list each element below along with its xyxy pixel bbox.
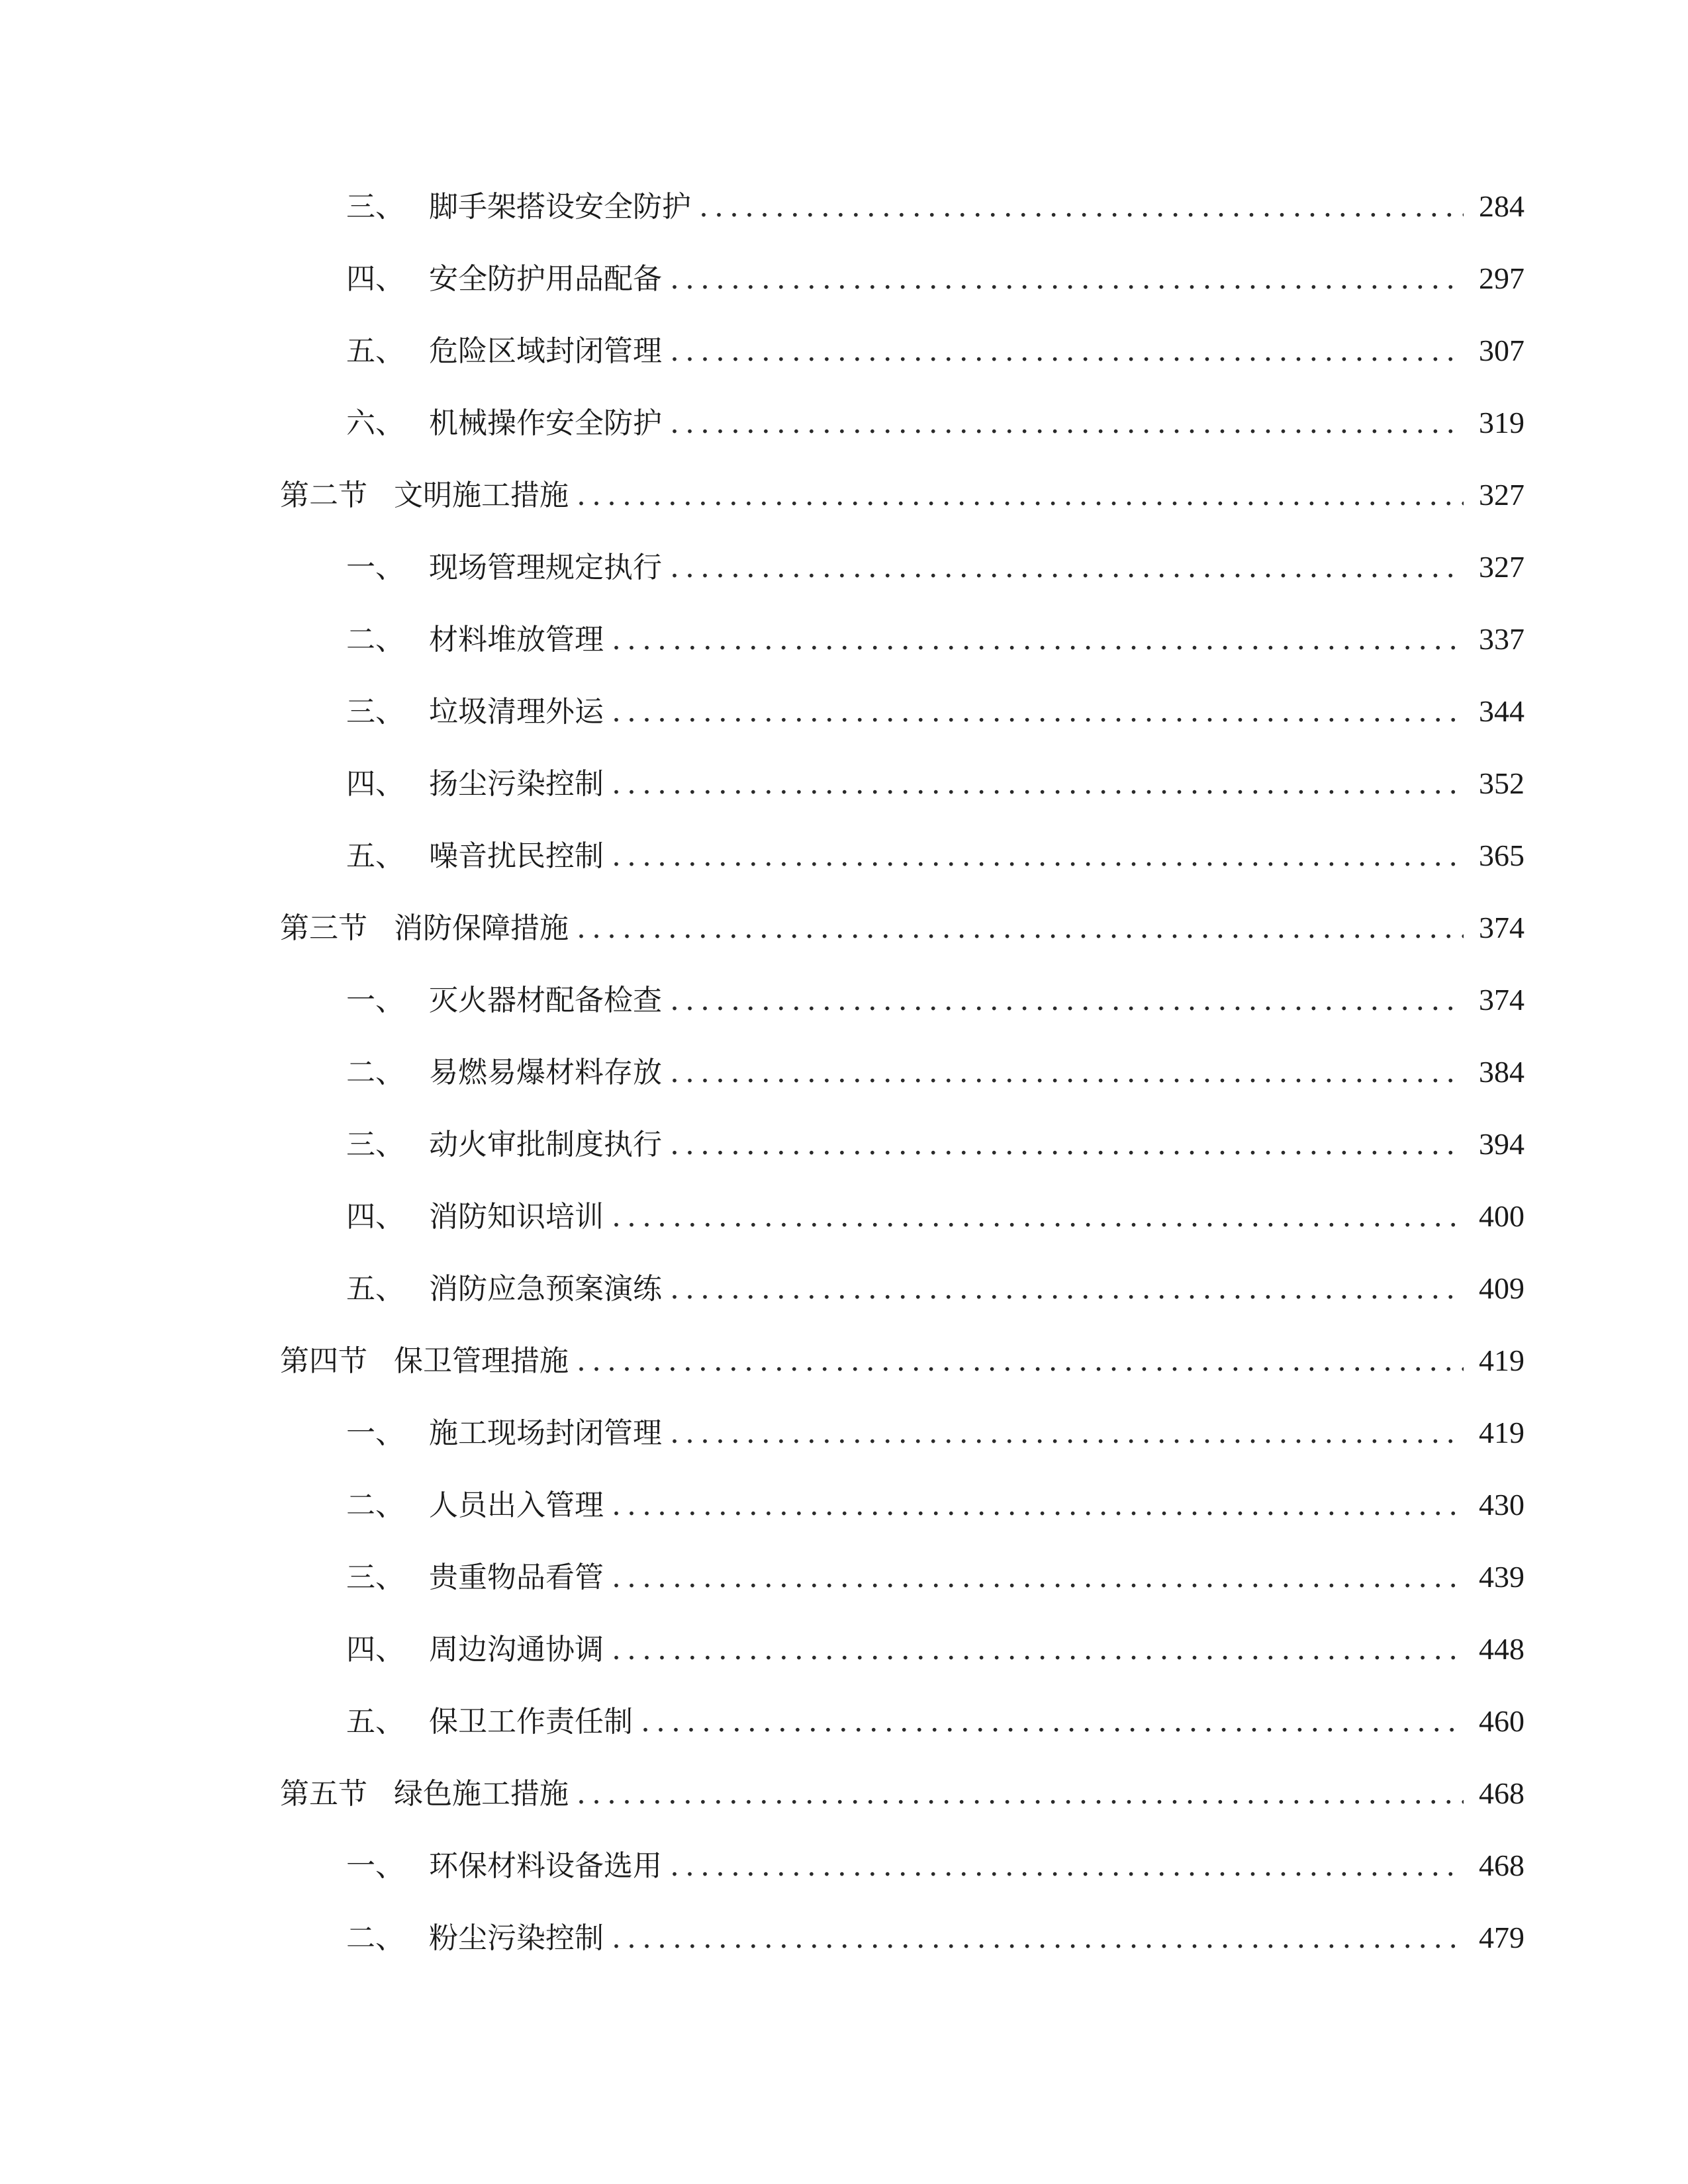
toc-entry-page-number: 384 <box>1479 1055 1524 1089</box>
toc-entry-page-number: 374 <box>1479 983 1524 1017</box>
toc-entry-number: 一、 <box>346 1849 404 1883</box>
toc-entry-number: 二、 <box>346 1488 404 1522</box>
toc-section-entry[interactable] <box>280 913 1524 985</box>
toc-entry-page-number: 365 <box>1479 839 1524 872</box>
toc-section-entry[interactable] <box>280 480 1524 553</box>
toc-entry-number: 一、 <box>346 1416 404 1450</box>
toc-entry-page-number: 344 <box>1479 694 1524 728</box>
toc-entry-title: 消防应急预案演练 <box>429 1272 662 1306</box>
toc-section-entry[interactable] <box>280 1776 1524 1851</box>
toc-entry-number: 三、 <box>346 190 404 224</box>
toc-subsection-entry[interactable] <box>280 1923 1524 1995</box>
toc-entry-page-number: 374 <box>1479 911 1524 944</box>
toc-entry-title: 粉尘污染控制 <box>429 1921 604 1955</box>
toc-entry-title: 扬尘污染控制 <box>429 767 604 801</box>
toc-entry-title: 消防保障措施 <box>394 911 569 945</box>
toc-subsection-entry[interactable] <box>280 1055 1524 1130</box>
toc-entry-number: 一、 <box>346 983 404 1017</box>
toc-entry-title: 现场管理规定执行 <box>429 551 662 584</box>
toc-subsection-entry[interactable] <box>280 985 1524 1058</box>
dot-leader <box>577 914 1464 943</box>
toc-entry-number: 五、 <box>346 1272 404 1306</box>
toc-entry-title: 人员出入管理 <box>429 1488 604 1522</box>
dot-leader <box>612 842 1464 871</box>
toc-entry-title: 环保材料设备选用 <box>429 1849 662 1883</box>
toc-subsection-entry[interactable] <box>280 189 1524 264</box>
toc-subsection-entry[interactable] <box>280 1127 1524 1202</box>
toc-entry-number: 第五节 <box>280 1777 367 1811</box>
toc-entry-title: 动火审批制度执行 <box>429 1128 662 1161</box>
dot-leader <box>670 1852 1464 1881</box>
toc-entry-number: 第三节 <box>280 911 367 945</box>
toc-entry-number: 五、 <box>346 839 404 873</box>
dot-leader <box>670 337 1464 366</box>
dot-leader <box>670 409 1464 438</box>
toc-entry-title: 绿色施工措施 <box>394 1777 569 1811</box>
dot-leader <box>670 1058 1464 1087</box>
toc-entry-title: 机械操作安全防护 <box>429 406 662 440</box>
toc-entry-number: 四、 <box>346 1200 404 1234</box>
toc-subsection-entry[interactable] <box>280 766 1524 841</box>
toc-entry-number: 三、 <box>346 695 404 729</box>
dot-leader <box>612 1203 1464 1232</box>
toc-entry-page-number: 419 <box>1479 1416 1524 1449</box>
dot-leader <box>670 1130 1464 1160</box>
toc-entry-page-number: 468 <box>1479 1848 1524 1882</box>
toc-entry-title: 危险区域封闭管理 <box>429 334 662 368</box>
toc-entry-page-number: 319 <box>1479 406 1524 439</box>
dot-leader <box>670 986 1464 1015</box>
toc-subsection-entry[interactable] <box>280 1199 1524 1274</box>
toc-subsection-entry[interactable] <box>280 841 1524 913</box>
toc-subsection-entry[interactable] <box>280 261 1524 336</box>
toc-entry-number: 二、 <box>346 623 404 657</box>
toc-entry-page-number: 409 <box>1479 1271 1524 1305</box>
dot-leader <box>641 1707 1464 1737</box>
toc-subsection-entry[interactable] <box>280 1704 1524 1779</box>
toc-entry-page-number: 419 <box>1479 1343 1524 1377</box>
dot-leader <box>612 1635 1464 1664</box>
toc-entry-title: 噪音扰民控制 <box>429 839 604 873</box>
toc-entry-title: 周边沟通协调 <box>429 1633 604 1666</box>
toc-entry-page-number: 352 <box>1479 766 1524 800</box>
toc-subsection-entry[interactable] <box>280 1848 1524 1923</box>
toc-entry-title: 垃圾清理外运 <box>429 695 604 729</box>
toc-entry-number: 第四节 <box>280 1344 367 1378</box>
toc-entry-number: 二、 <box>346 1056 404 1089</box>
dot-leader <box>612 625 1464 655</box>
toc-entry-title: 保卫管理措施 <box>394 1344 569 1378</box>
toc-entry-page-number: 337 <box>1479 622 1524 656</box>
dot-leader <box>670 1419 1464 1448</box>
toc-entry-number: 四、 <box>346 262 404 296</box>
toc-entry-number: 第二节 <box>280 478 367 512</box>
toc-subsection-entry[interactable] <box>280 694 1524 769</box>
toc-section-entry[interactable] <box>280 1343 1524 1418</box>
toc-entry-page-number: 468 <box>1479 1776 1524 1810</box>
toc-entry-title: 贵重物品看管 <box>429 1561 604 1594</box>
dot-leader <box>670 553 1464 582</box>
toc-entry-title: 易燃易爆材料存放 <box>429 1056 662 1089</box>
dot-leader <box>612 1924 1464 1953</box>
toc-subsection-entry[interactable] <box>280 1271 1524 1346</box>
toc-entry-title: 文明施工措施 <box>394 478 569 512</box>
toc-entry-page-number: 448 <box>1479 1632 1524 1666</box>
toc-entry-number: 四、 <box>346 1633 404 1666</box>
toc-entry-title: 材料堆放管理 <box>429 623 604 657</box>
toc-entry-title: 保卫工作责任制 <box>429 1705 633 1739</box>
dot-leader <box>612 770 1464 799</box>
toc-entry-title: 安全防护用品配备 <box>429 262 662 296</box>
toc-entry-number: 五、 <box>346 334 404 368</box>
toc-entry-page-number: 430 <box>1479 1488 1524 1522</box>
table-of-contents <box>280 189 1524 1995</box>
toc-entry-page-number: 307 <box>1479 334 1524 367</box>
toc-subsection-entry[interactable] <box>280 1632 1524 1707</box>
dot-leader <box>670 265 1464 294</box>
toc-entry-number: 二、 <box>346 1921 404 1955</box>
toc-entry-page-number: 327 <box>1479 478 1524 512</box>
toc-subsection-entry[interactable] <box>280 408 1524 480</box>
toc-entry-page-number: 439 <box>1479 1560 1524 1594</box>
dot-leader <box>577 481 1464 510</box>
toc-subsection-entry[interactable] <box>280 336 1524 408</box>
toc-subsection-entry[interactable] <box>280 1560 1524 1635</box>
toc-subsection-entry[interactable] <box>280 622 1524 697</box>
toc-entry-number: 四、 <box>346 767 404 801</box>
toc-entry-page-number: 284 <box>1479 189 1524 223</box>
toc-entry-page-number: 400 <box>1479 1199 1524 1233</box>
toc-entry-number: 五、 <box>346 1705 404 1739</box>
toc-entry-title: 灭火器材配备检查 <box>429 983 662 1017</box>
toc-entry-number: 一、 <box>346 551 404 584</box>
toc-entry-title: 消防知识培训 <box>429 1200 604 1234</box>
toc-entry-page-number: 297 <box>1479 261 1524 295</box>
toc-subsection-entry[interactable] <box>280 1490 1524 1563</box>
toc-entry-number: 三、 <box>346 1561 404 1594</box>
dot-leader <box>612 1491 1464 1520</box>
dot-leader <box>670 1275 1464 1304</box>
toc-entry-page-number: 479 <box>1479 1921 1524 1954</box>
toc-subsection-entry[interactable] <box>280 550 1524 625</box>
toc-subsection-entry[interactable] <box>280 1418 1524 1490</box>
toc-entry-title: 脚手架搭设安全防护 <box>429 190 691 224</box>
toc-entry-page-number: 327 <box>1479 550 1524 584</box>
toc-entry-number: 三、 <box>346 1128 404 1161</box>
toc-entry-title: 施工现场封闭管理 <box>429 1416 662 1450</box>
toc-entry-page-number: 460 <box>1479 1704 1524 1738</box>
toc-entry-page-number: 394 <box>1479 1127 1524 1161</box>
dot-leader <box>612 1563 1464 1592</box>
toc-entry-number: 六、 <box>346 406 404 440</box>
dot-leader <box>612 698 1464 727</box>
dot-leader <box>699 193 1464 222</box>
dot-leader <box>577 1780 1464 1809</box>
dot-leader <box>577 1347 1464 1376</box>
